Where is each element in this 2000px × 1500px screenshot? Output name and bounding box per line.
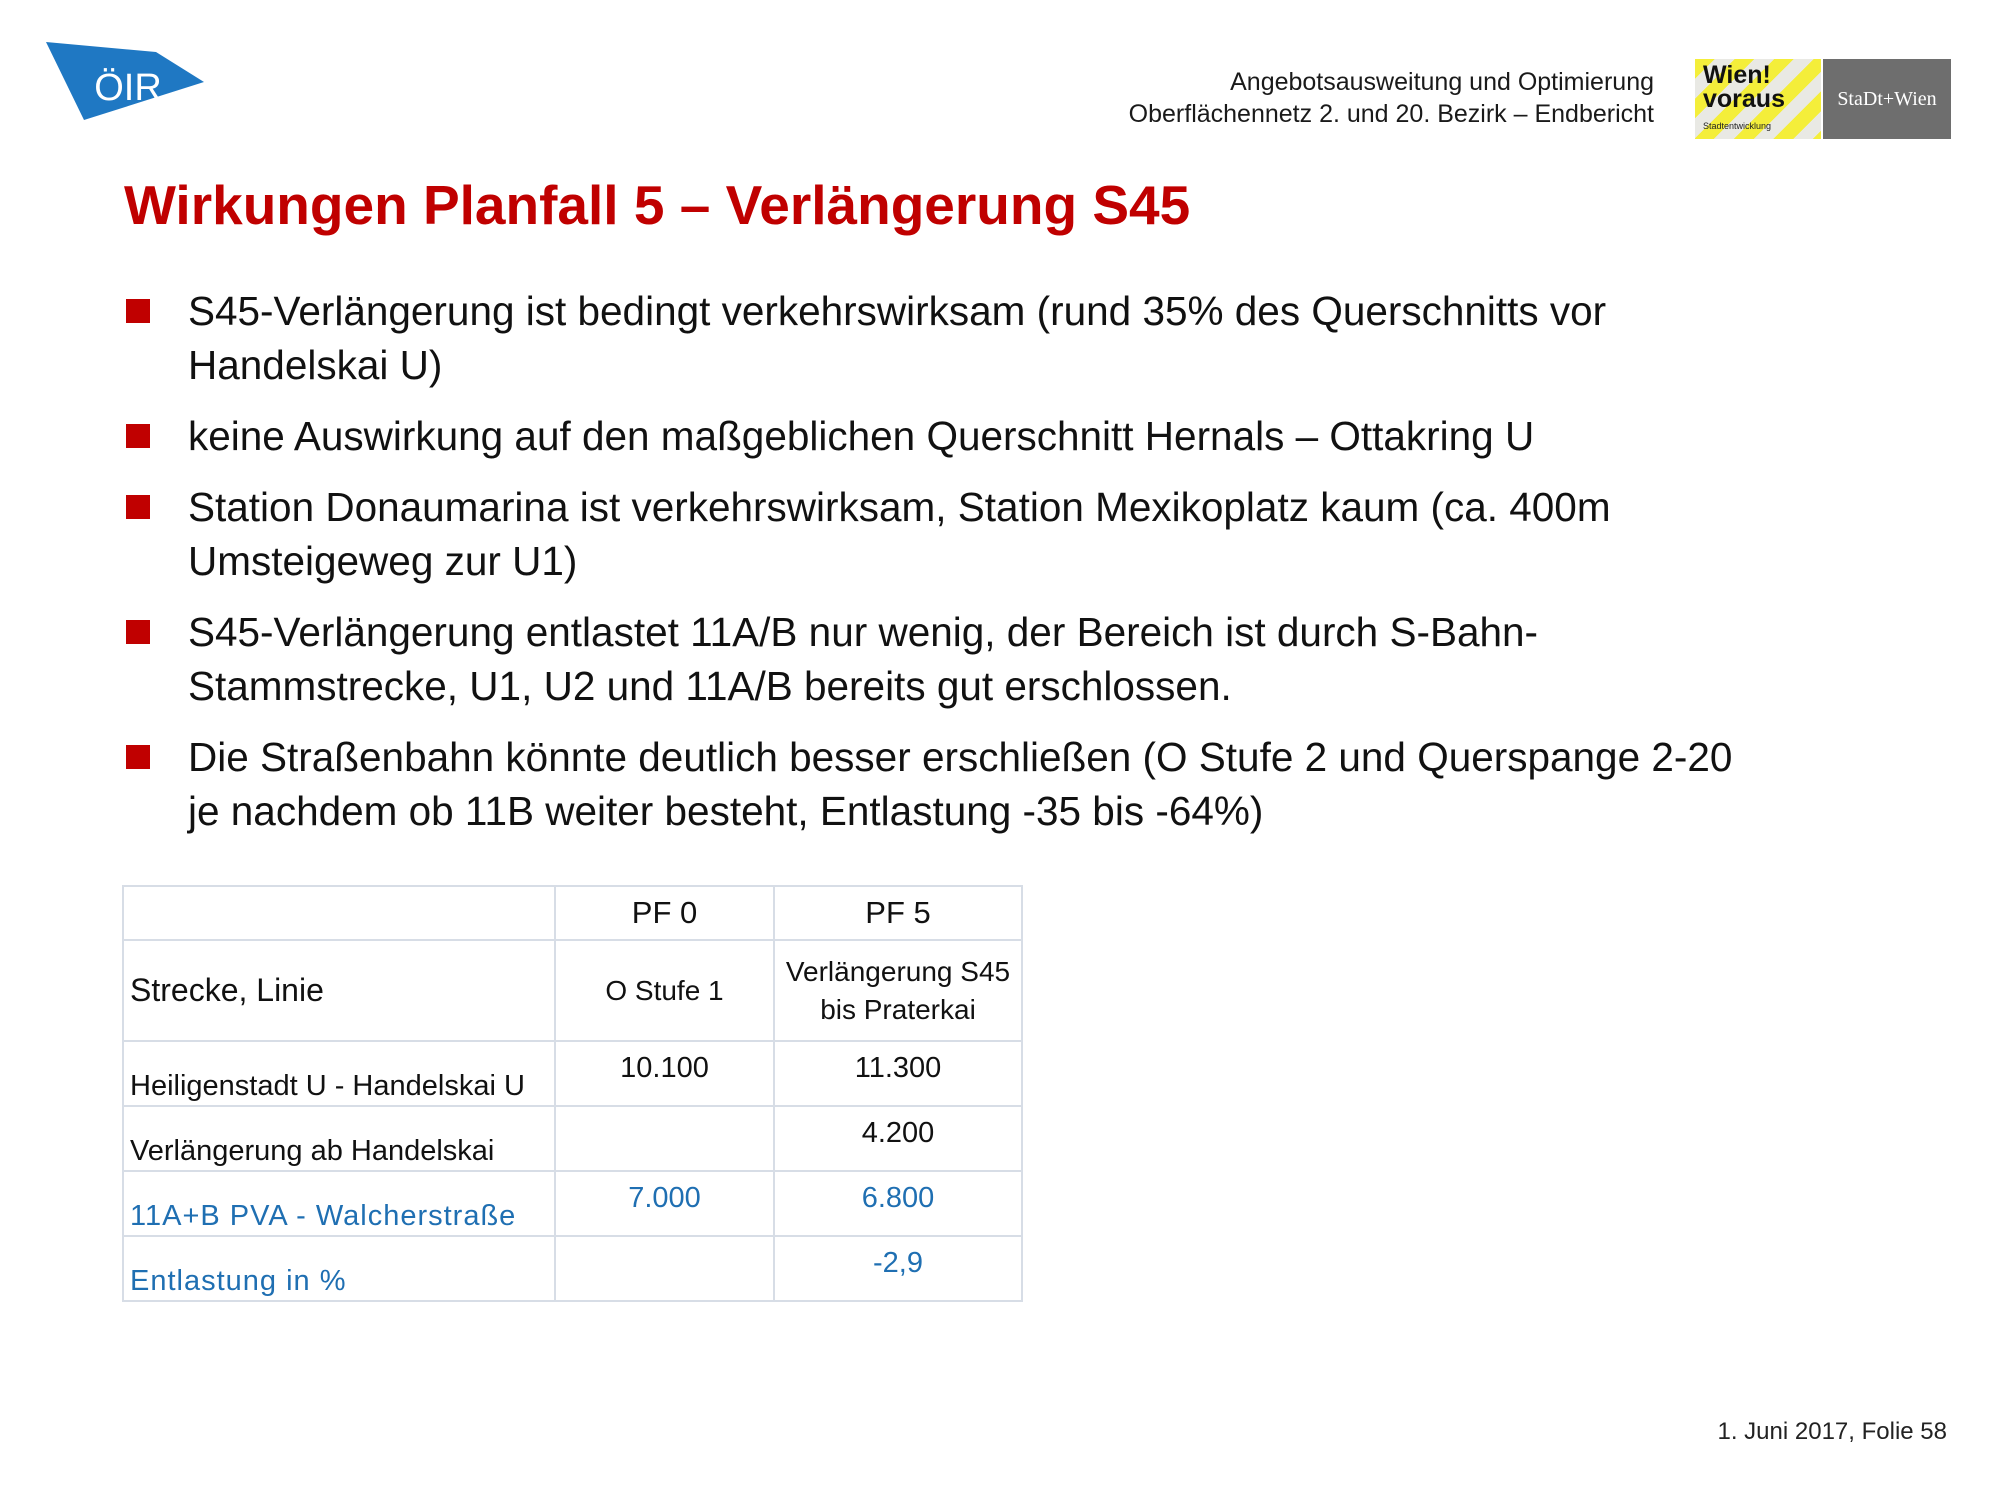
bullet-item — [124, 284, 1924, 392]
table-row — [123, 1171, 1022, 1236]
bullet-item — [124, 730, 1924, 838]
bullet-text-line1: keine Auswirkung auf den maßgeblichen Querschnitt Hernals – Ottakring U — [188, 413, 1535, 459]
table-header-row — [123, 886, 1022, 940]
table-cell-pf5: 6.800 — [774, 1171, 1022, 1236]
table-header-cell — [123, 886, 555, 940]
header-title-line2: Oberflächennetz 2. und 20. Bezirk – Endbericht — [1128, 100, 1654, 128]
table-cell-pf5: -2,9 — [774, 1236, 1022, 1301]
table-row-label: Entlastung in % — [123, 1236, 555, 1301]
bullet-text-line2: Handelskai U) — [188, 342, 443, 388]
bullet-text-line1: S45-Verlängerung entlastet 11A/B nur wenig, der Bereich ist durch S-Bahn- — [188, 609, 1539, 655]
table-subheader-pf5 — [774, 940, 1022, 1041]
table-cell-pf0 — [555, 1106, 774, 1171]
table-subheader-pf5-line2: bis Praterkai — [820, 993, 976, 1025]
table-row — [123, 1236, 1022, 1301]
wien-logo-line1: Wien! — [1703, 61, 1771, 89]
bullet-square-icon — [126, 745, 150, 769]
wien-voraus-logo — [1695, 59, 1821, 139]
bullet-item — [124, 409, 1924, 463]
oir-logo-text: ÖIR — [94, 67, 162, 109]
table-row — [123, 1041, 1022, 1106]
table-cell-pf5: 11.300 — [774, 1041, 1022, 1106]
table-row-label: 11A+B PVA - Walcherstraße — [123, 1171, 555, 1236]
table-row-label: Heiligenstadt U - Handelskai U — [123, 1041, 555, 1106]
table-subheader-pf0: O Stufe 1 — [555, 940, 774, 1041]
bullet-text-line2: Stammstrecke, U1, U2 und 11A/B bereits gut erschlossen. — [188, 663, 1232, 709]
bullet-square-icon — [126, 299, 150, 323]
slide-title: Wirkungen Planfall 5 – Verlängerung S45 — [124, 174, 1191, 236]
table-cell-pf0 — [555, 1236, 774, 1301]
table-header-pf5: PF 5 — [774, 886, 1022, 940]
bullet-square-icon — [126, 424, 150, 448]
wien-logo-line2: voraus — [1703, 85, 1785, 113]
bullet-text-line2: Umsteigeweg zur U1) — [188, 538, 578, 584]
table-header-pf0: PF 0 — [555, 886, 774, 940]
bullet-square-icon — [126, 620, 150, 644]
table-cell-pf5: 4.200 — [774, 1106, 1022, 1171]
bullet-item — [124, 605, 1924, 713]
comparison-table — [122, 885, 1023, 1302]
stadt-wien-logo-text: StaDt+Wien — [1837, 87, 1937, 110]
table-cell-pf0: 10.100 — [555, 1041, 774, 1106]
table-subheader-row — [123, 940, 1022, 1041]
bullet-item — [124, 480, 1924, 588]
table-row-label: Verlängerung ab Handelskai — [123, 1106, 555, 1171]
bullet-text-line1: Die Straßenbahn könnte deutlich besser erschließen (O Stufe 2 und Querspange 2-20 — [188, 734, 1733, 780]
header-title-line1: Angebotsausweitung und Optimierung — [1230, 68, 1654, 96]
oir-logo — [44, 38, 212, 124]
table-subheader-pf5-line1: Verlängerung S45 — [785, 955, 1011, 987]
bullet-text-line1: Station Donaumarina ist verkehrswirksam, Station Mexikoplatz kaum (ca. 400m — [188, 484, 1611, 530]
document-header — [1129, 66, 1654, 130]
table-cell-pf0: 7.000 — [555, 1171, 774, 1236]
wien-logo-sub: Stadtentwicklung — [1703, 121, 1772, 131]
stadt-wien-logo — [1823, 59, 1951, 139]
bullet-square-icon — [126, 495, 150, 519]
table-subheader-label: Strecke, Linie — [123, 940, 555, 1041]
slide-footer: 1. Juni 2017, Folie 58 — [1717, 1418, 1947, 1445]
bullet-list — [124, 284, 1924, 855]
bullet-text-line1: S45-Verlängerung ist bedingt verkehrswirksam (rund 35% des Querschnitts vor — [188, 288, 1607, 334]
table-row — [123, 1106, 1022, 1171]
bullet-text-line2: je nachdem ob 11B weiter besteht, Entlastung -35 bis -64%) — [188, 788, 1264, 834]
